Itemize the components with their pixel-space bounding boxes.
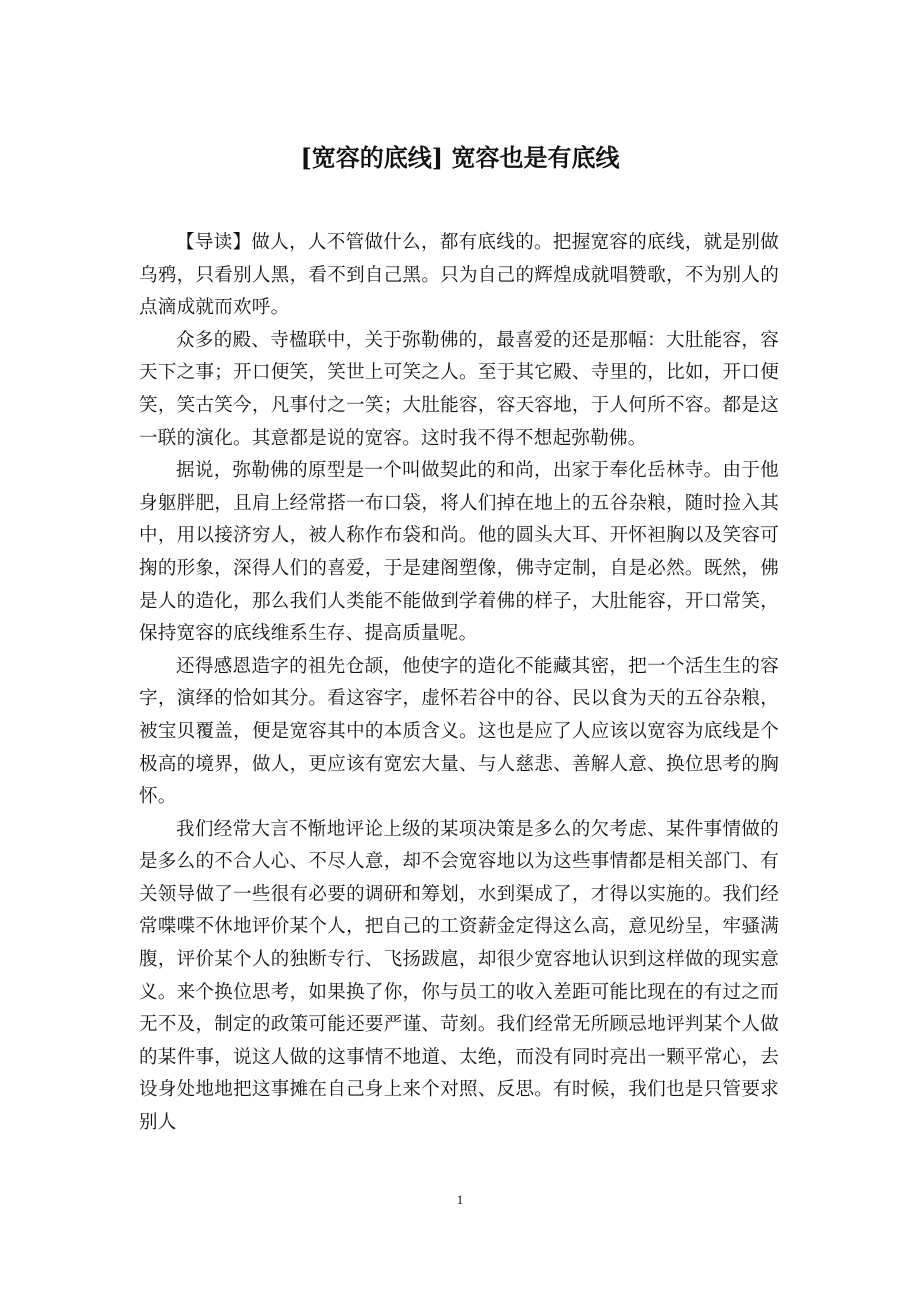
- paragraph-criticism: 我们经常大言不惭地评论上级的某项决策是多么的欠考虑、某件事情做的是多么的不合人心、不尽人意，却不会宽容地以为这些事情都是相关部门、有关领导做了一些很有必要的调研和筹划，水到渠成了，才得以实施的。我们经常喋喋不休地评价某个人，把自己的工资薪金定得这么高，意见纷呈，牢骚满腹，评价某个人的独断专行、飞扬跋扈，却很少宽容地认识到这样做的现实意义。来个换位思考，如果换了你，你与员工的收入差距可能比现在的有过之而无不及，制定的政策可能还要严谨、苛刻。我们经常无所顾忌地评判某个人做的某件事，说这人做的这事情不地道、太绝，而没有同时亮出一颗平常心，去设身处地地把这事摊在自己身上来个对照、反思。有时候，我们也是只管要求别人: [139, 818, 779, 1134]
- paragraph-character-rong: 还得感恩造字的祖先仓颉，他使字的造化不能藏其密，把一个活生生的容字，演绎的恰如其分。看这容字，虚怀若谷中的谷、民以食为天的五谷杂粮，被宝贝覆盖，便是宽容其中的本质含义。这也是应了人应该以宽容为底线是个极高的境界，做人，更应该有宽宏大量、与人慈悲、善解人意、换位思考的胸怀。: [139, 655, 779, 808]
- page-number: 1: [456, 1192, 464, 1207]
- paragraph-couplets: 众多的殿、寺楹联中，关于弥勒佛的，最喜爱的还是那幅：大肚能容，容天下之事；开口便笑，笑世上可笑之人。至于其它殿、寺里的，比如，开口便笑，笑古笑今，凡事付之一笑；大肚能容，容天容地，于人何所不容。都是这一联的演化。其意都是说的宽容。这时我不得不想起弥勒佛。: [139, 329, 779, 449]
- paragraph-intro: 【导读】做人，人不管做什么，都有底线的。把握宽容的底线，就是别做乌鸦，只看别人黑，看不到自己黑。只为自己的辉煌成就唱赞歌，不为别人的点滴成就而欢呼。: [139, 232, 779, 319]
- document-body: [139, 227, 779, 1140]
- document-title: [宽容的底线] 宽容也是有底线: [300, 143, 620, 172]
- paragraph-maitreya-origin: 据说，弥勒佛的原型是一个叫做契此的和尚，出家于奉化岳林寺。由于他身躯胖肥，且肩上经常搭一布口袋，将人们掉在地上的五谷杂粮，随时捡入其中，用以接济穷人，被人称作布袋和尚。他的圆头大耳、开怀袒胸以及笑容可掬的形象，深得人们的喜爱，于是建阁塑像，佛寺定制，自是必然。既然，佛是人的造化，那么我们人类能不能做到学着佛的样子，大肚能容，开口常笑，保持宽容的底线维系生存、提高质量呢。: [139, 460, 779, 645]
